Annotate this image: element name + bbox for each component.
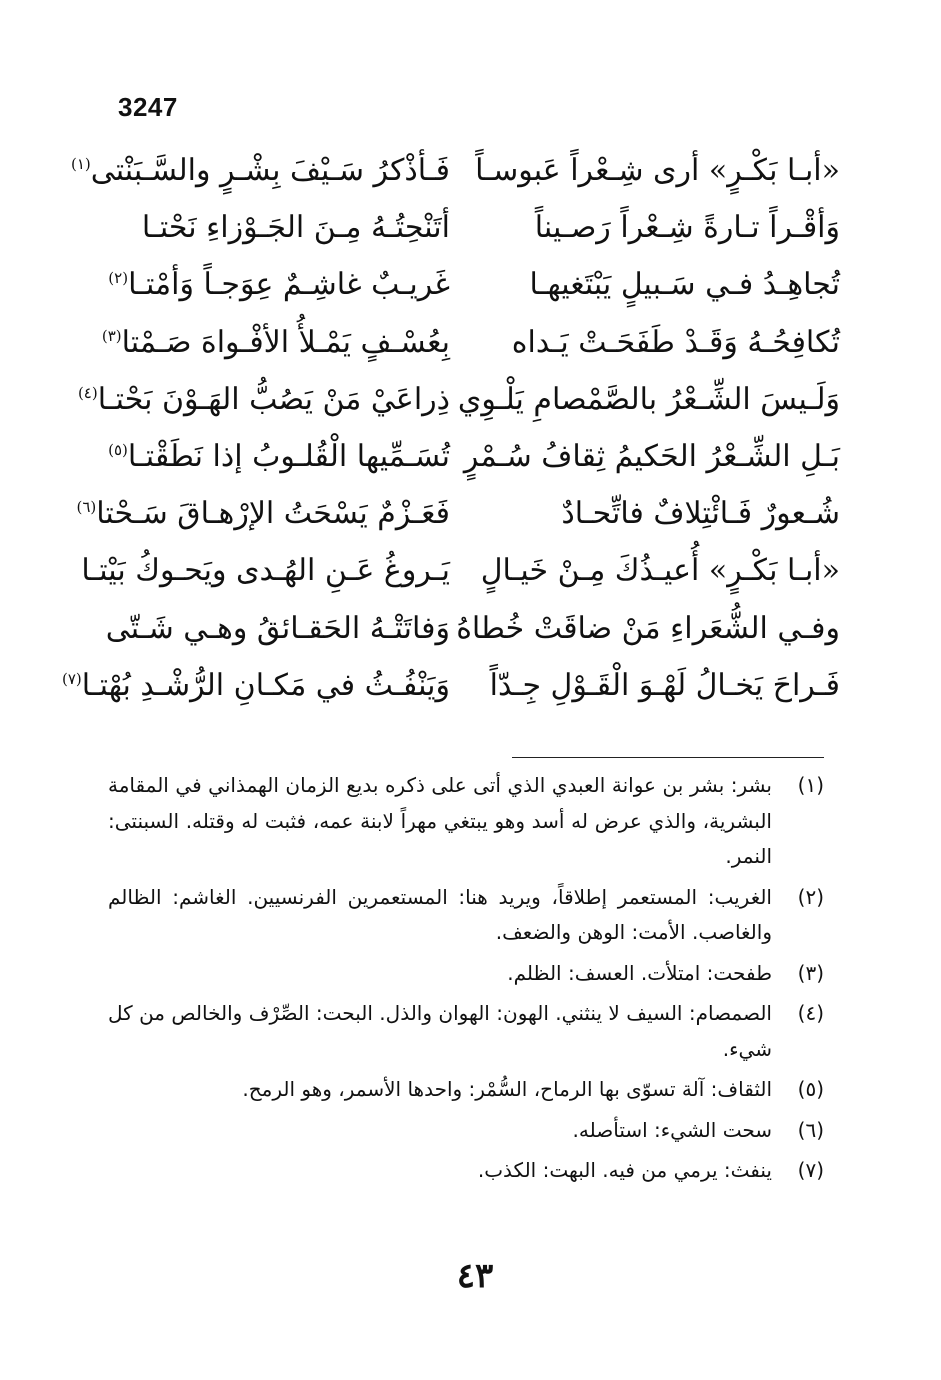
poem <box>61 142 840 714</box>
first-hemistich: تُكافِحُـهُ وَقَـدْ طَفَحَـتْ يَـداه <box>511 324 840 360</box>
footnote-number: (٦) <box>797 1117 824 1142</box>
second-hemistich <box>100 199 450 256</box>
first-hemistich: بَـلِ الشِّـعْرُ الحَكيمُ ثِقافُ سُـمْرٍ <box>463 438 840 474</box>
first-hemistich: شُـعورٌ فَـائْتِلافٌ فاتِّحـادٌ <box>561 496 840 532</box>
footnote-marker: (١) <box>70 155 91 173</box>
footnote-separator <box>512 757 824 758</box>
verse-line <box>77 371 840 428</box>
footnote-number: (٧) <box>797 1158 824 1182</box>
footnote-number: (٣) <box>797 960 824 985</box>
second-hemistich <box>100 314 450 371</box>
footnote-marker: (٢) <box>108 269 129 288</box>
first-hemistich: «أبـا بَكْـرٍ» أُعيـذُكَ مِـنْ خَيـالٍ <box>480 553 840 589</box>
second-hemistich <box>61 657 450 714</box>
second-hemistich <box>100 428 450 485</box>
verse-line <box>100 256 840 313</box>
footnote-number: (٢) <box>797 884 824 909</box>
footnote-text: الصمصام: السيف لا ينثني. الهون: الهوان والذل. البحت: الصِّرْف والخالص من كل شيء. <box>108 1001 772 1061</box>
reference-number: 3247 <box>118 92 178 122</box>
second-hemistich <box>100 600 450 657</box>
verse-line <box>100 600 840 657</box>
footnote <box>108 880 824 951</box>
second-hemistich <box>81 542 450 599</box>
second-hemistich <box>70 142 450 199</box>
second-hemistich <box>76 485 450 542</box>
hemistich-text: ذِراعَيْ مَنْ يَصُبُّ الهَـوْنَ بَحْتـا <box>97 381 450 417</box>
verse-line <box>70 142 840 199</box>
first-hemistich: وَلَـيسَ الشِّـعْرُ بالصَّمْصامِ يَلْـوِي <box>457 381 840 417</box>
first-hemistich: فَـراحَ يَخـالُ لَهْـوَ الْقَـوْلِ جِـدّاً <box>489 667 840 703</box>
verse-line <box>61 657 840 714</box>
footnote <box>108 768 824 875</box>
footnote-text: ينفث: يرمي من فيه. البهت: الكذب. <box>477 1158 772 1182</box>
hemistich-text: يَـروغُ عَـنِ الهُـدى ويَحـوكُ بَيْتـا <box>81 553 450 589</box>
footnote <box>108 996 824 1067</box>
footnote-number: (١) <box>797 773 824 797</box>
hemistich-text: تُسَـمِّيها الْقُلـوبُ إذا نَطَقْتـا <box>127 438 450 474</box>
verse-line <box>100 314 840 371</box>
hemistich-text: وَيَنْفُـثُ في مَكـانِ الرُّشْـدِ بُهْتـا <box>81 667 450 703</box>
footnote-text: طفحت: امتلأت. العسف: الظلم. <box>507 960 772 985</box>
hemistich-text: بِعُسْـفٍ يَمْـلأُ الأفْـواهَ صَـمْتا <box>121 324 450 360</box>
hemistich-text: فَعَـزْمٌ يَسْحَتُ الإرْهـاقَ سَـحْتا <box>96 496 450 532</box>
footnotes <box>108 768 824 1194</box>
page-number: ٤٣ <box>456 1256 494 1296</box>
footnote-number: (٤) <box>797 1001 824 1025</box>
hemistich-text: وَفاتَتْـهُ الحَقـائقُ وهـي شَـتّى <box>105 610 450 646</box>
first-hemistich: وفـي الشُّعَراءِ مَنْ ضاقَتْ خُطاهُ <box>456 610 840 646</box>
footnote-text: الغريب: المستعمر إطلاقاً، ويريد هنا: المستعمرين الفرنسيين. الغاشم: الظالم والغاصب. الأمت: الوهن والضعف. <box>108 884 772 944</box>
footnote-text: الثقاف: آلة تسوّى بها الرماح، السُّمْر: واحدها الأسمر، وهو الرمح. <box>242 1077 772 1101</box>
first-hemistich: تُجاهِـدُ فـي سَـبيلٍ يَبْتَغيهـا <box>529 267 840 303</box>
verse-line <box>81 542 840 599</box>
footnote <box>108 956 824 992</box>
footnote <box>108 1113 824 1149</box>
footnote-number: (٥) <box>797 1077 824 1101</box>
footnote <box>108 1072 824 1108</box>
verse-line <box>100 199 840 256</box>
verse-line <box>100 428 840 485</box>
footnote <box>108 1153 824 1189</box>
hemistich-text: أتَنْحِتُـهُ مِـنَ الجَـوْزاءِ نَحْتـا <box>141 210 450 246</box>
first-hemistich: وَأقْـراً تـارةً شِـعْراً رَصـيناً <box>534 210 840 246</box>
hemistich-text: غَريـبٌ غاشِـمٌ عِوَجـاً وَأمْتـا <box>128 267 450 303</box>
footnote-text: سحت الشيء: استأصله. <box>572 1117 772 1142</box>
footnote-marker: (٥) <box>108 440 128 459</box>
second-hemistich <box>100 256 450 313</box>
footnote-marker: (٧) <box>61 669 82 688</box>
verse-line <box>76 485 840 542</box>
footnote-marker: (٤) <box>77 383 98 402</box>
footnote-marker: (٣) <box>101 326 122 345</box>
footnote-text: بشر: بشر بن عوانة العبدي الذي أتى على ذكره بديع الزمان الهمذاني في المقامة البشرية، والذي عرض له أسد وهو يبتغي مهراً لابنة عمه، فثبت له وقتله. السبنتى: النمر. <box>108 773 772 868</box>
second-hemistich <box>77 371 450 428</box>
hemistich-text: فَـأذْكرُ سَـيْفَ بِشْـرٍ والسَّـبَنْتى <box>90 153 450 188</box>
first-hemistich: «أبـا بَكْـرٍ» أرى شِـعْراً عَبوسـاً <box>475 153 840 188</box>
footnote-marker: (٦) <box>76 498 97 517</box>
